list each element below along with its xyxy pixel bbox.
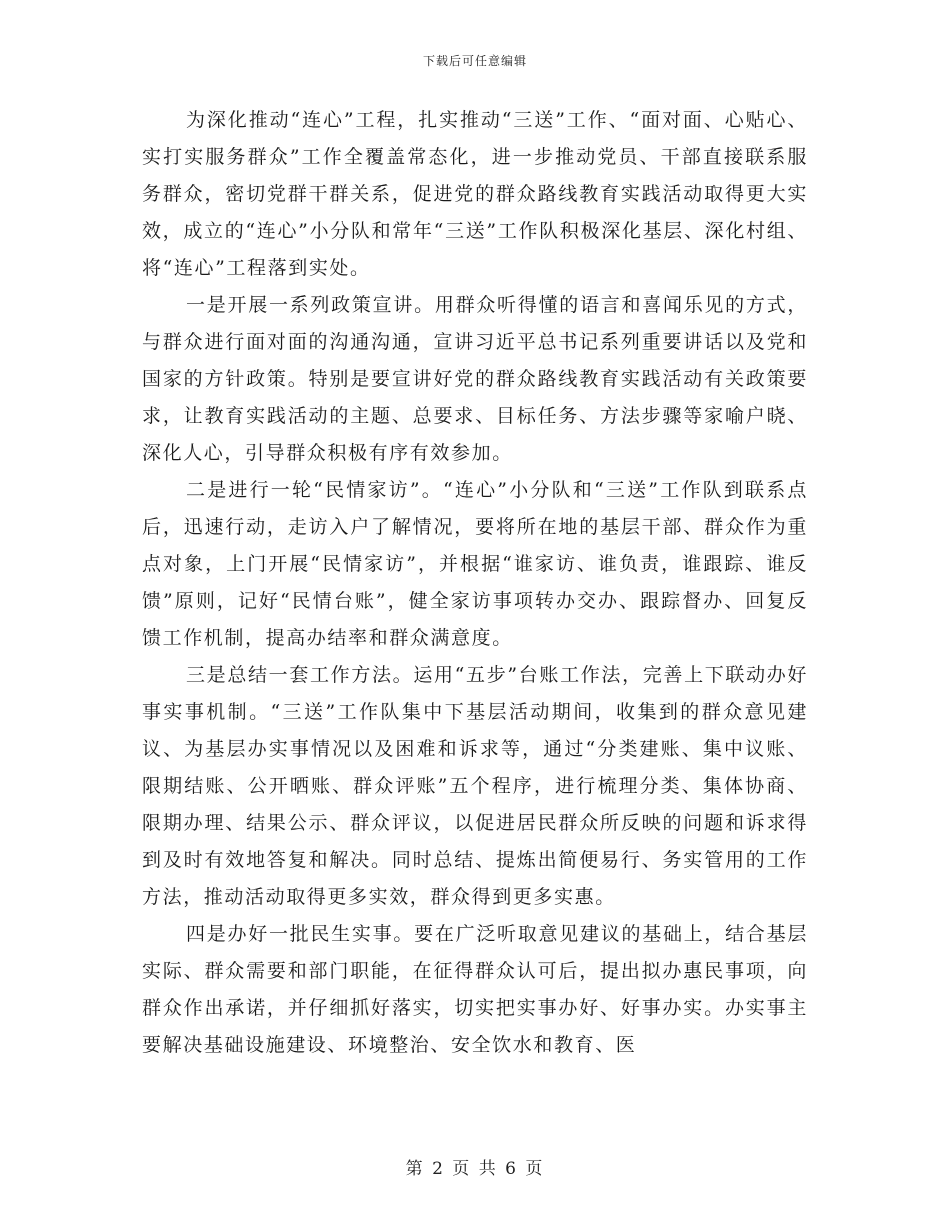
document-body (142, 102, 808, 1064)
paragraph-policy-lecture: 一是开展一系列政策宣讲。用群众听得懂的语言和喜闻乐见的方式，与群众进行面对面的沟通沟通，宣讲习近平总书记系列重要讲话以及党和国家的方针政策。特别是要宣讲好党的群众路线教育实践活动有关政策要求，让教育实践活动的主题、总要求、目标任务、方法步骤等家喻户晓、深化人心，引导群众积极有序有效参加。 (142, 294, 808, 464)
paragraph-home-visit: 二是进行一轮“民情家访”。“连心”小分队和“三送”工作队到联系点后，迅速行动，走访入户了解情况，要将所在地的基层干部、群众作为重点对象，上门开展“民情家访”，并根据“谁家访、谁负责，谁跟踪、谁反馈”原则，记好“民情台账”，健全家访事项转办交办、跟踪督办、回复反馈工作机制，提高办结率和群众满意度。 (142, 479, 808, 649)
paragraph-work-method: 三是总结一套工作方法。运用“五步”台账工作法，完善上下联动办好事实事机制。“三送”工作队集中下基层活动期间，收集到的群众意见建议、为基层办实事情况以及困难和诉求等，通过“分类建账、集中议账、限期结账、公开晒账、群众评账”五个程序，进行梳理分类、集体协商、限期办理、结果公示、群众评议，以促进居民群众所反映的问题和诉求得到及时有效地答复和解决。同时总结、提炼出简便易行、务实管用的工作方法，推动活动取得更多实效，群众得到更多实惠。 (142, 664, 808, 908)
paragraph-intro: 为深化推动“连心”工程，扎实推动“三送”工作、“面对面、心贴心、实打实服务群众”工作全覆盖常态化，进一步推动党员、干部直接联系服务群众，密切党群干群关系，促进党的群众路线教育实践活动取得更大实效，成立的“连心”小分队和常年“三送”工作队积极深化基层、深化村组、将“连心”工程落到实处。 (142, 109, 808, 279)
paragraph-livelihood: 四是办好一批民生实事。要在广泛听取意见建议的基础上，结合基层实际、群众需要和部门职能，在征得群众认可后，提出拟办惠民事项，向群众作出承诺，并仔细抓好落实，切实把实事办好、好事办实。办实事主要解决基础设施建设、环境整治、安全饮水和教育、医 (142, 923, 808, 1056)
page-footer: 第 2 页 共 6 页 (405, 1159, 545, 1179)
page-header: 下载后可任意编辑 (422, 54, 527, 68)
